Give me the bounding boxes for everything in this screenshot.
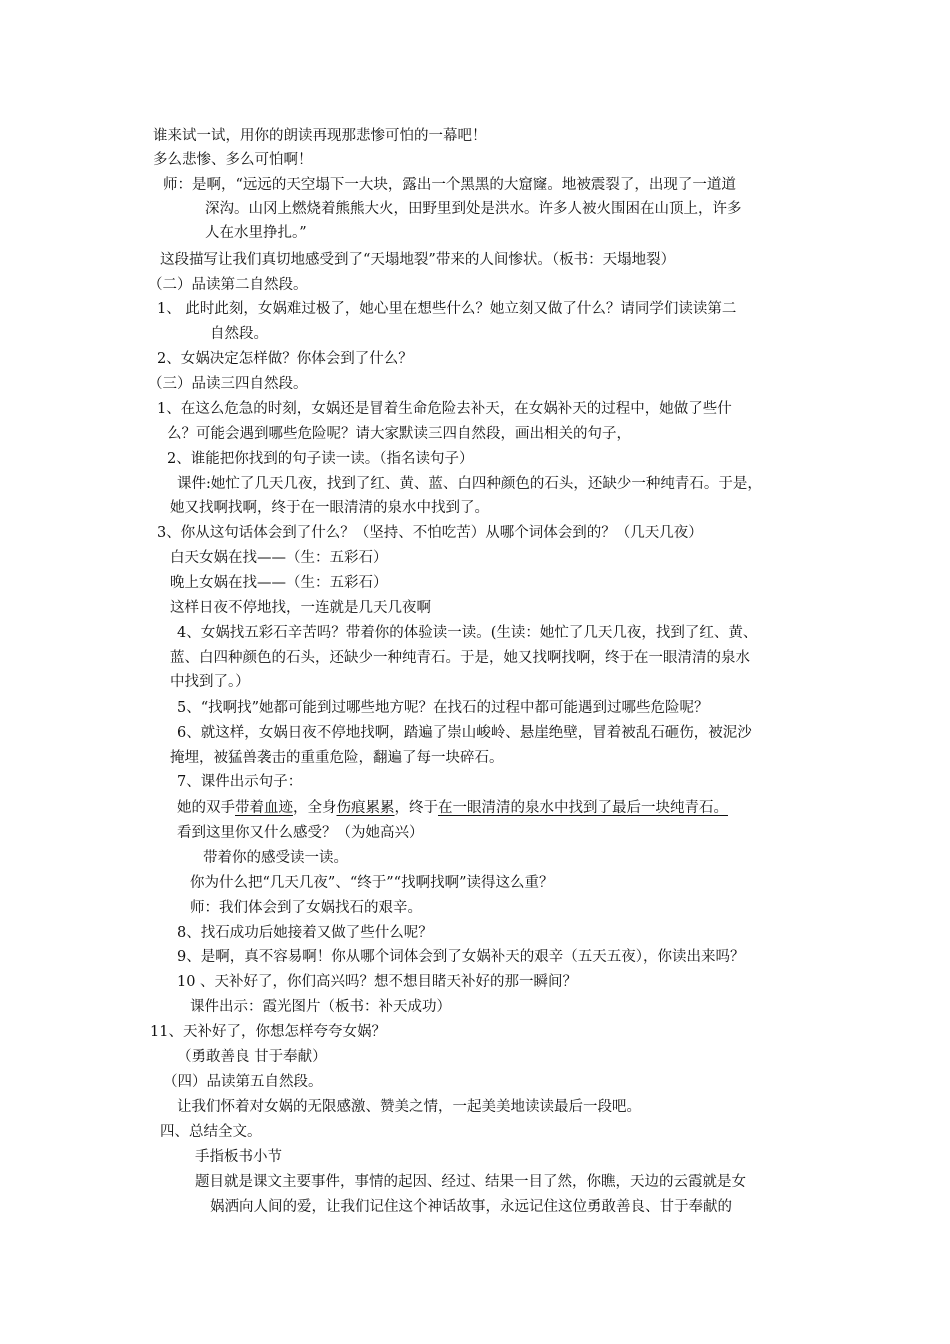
section-heading: （二）品读第二自然段。	[148, 277, 308, 293]
text-line: 让我们怀着对女娲的无限感激、赞美之情，一起美美地读读最后一段吧。	[177, 1099, 641, 1115]
text-line: 这段描写让我们真切地感受到了“天塌地裂”带来的人间惨状。（板书：天塌地裂）	[160, 252, 676, 268]
section-heading: （四）品读第五自然段。	[163, 1074, 323, 1090]
text-line: 娲洒向人间的爱，让我们记住这个神话故事，永远记住这位勇敢善良、甘于奉献的	[210, 1199, 732, 1215]
text-line: 么？可能会遇到哪些危险呢？请大家默读三四自然段，画出相关的句子，	[167, 426, 631, 442]
text-line: 课件出示：霞光图片（板书：补天成功）	[190, 999, 451, 1015]
underlined-phrase: 在一眼清清的泉水中找到了最后一块纯青石。	[438, 800, 728, 816]
text-line: 人在水里挣扎。”	[205, 225, 307, 241]
text-line: （勇敢善良 甘于奉献）	[177, 1049, 327, 1065]
text-line: 蓝、白四种颜色的石头，还缺少一种纯青石。于是，她又找啊找啊，终于在一眼清清的泉水	[170, 650, 750, 666]
text-line: 2、谁能把你找到的句子读一读。（指名读句子）	[167, 451, 474, 467]
text-line: 10 、天补好了，你们高兴吗？想不想目睹天补好的那一瞬间？	[177, 974, 578, 990]
text-line: 她又找啊找啊，终于在一眼清清的泉水中找到了。	[170, 500, 489, 516]
text-line: 谁来试一试，用你的朗读再现那悲惨可怕的一幕吧！	[153, 128, 487, 144]
text-line: 深沟。山冈上燃烧着熊熊大火，田野里到处是洪水。许多人被火围困在山顶上，许多	[205, 201, 742, 217]
text-line: 师：是啊，“远远的天空塌下一大块，露出一个黑黑的大窟窿。地被震裂了，出现了一道道	[163, 177, 736, 193]
underlined-phrase: 伤痕累累	[336, 800, 395, 816]
text-line: 晚上女娲在找——（生：五彩石）	[170, 575, 388, 591]
text-line: 多么悲惨、多么可怕啊！	[153, 152, 313, 168]
text-line: 1、 此时此刻，女娲难过极了，她心里在想些什么？她立刻又做了什么？请同学们读读第二	[157, 301, 737, 317]
text-line: 看到这里你又什么感受？（为她高兴）	[177, 825, 424, 841]
section-heading: 四、总结全文。	[160, 1124, 262, 1140]
section-heading: （三）品读三四自然段。	[148, 376, 308, 392]
text-line: 6、就这样，女娲日夜不停地找啊，踏遍了崇山峻岭、悬崖绝壁，冒着被乱石砸伤，被泥沙	[177, 725, 752, 741]
text-line: 掩埋，被猛兽袭击的重重危险，翻遍了每一块碎石。	[170, 750, 504, 766]
text-line: 1、在这么危急的时刻，女娲还是冒着生命危险去补天，在女娲补天的过程中，她做了些什	[157, 401, 732, 417]
highlighted-sentence	[177, 797, 728, 819]
text-line: 白天女娲在找——（生：五彩石）	[170, 550, 388, 566]
text-line: 这样日夜不停地找，一连就是几天几夜啊	[170, 600, 431, 616]
text-line: 手指板书小节	[195, 1149, 282, 1165]
text-line: 中找到了。）	[170, 674, 250, 690]
underlined-phrase: 带着血迹	[235, 800, 293, 816]
text-line: 11、天补好了，你想怎样夸夸女娲？	[150, 1024, 386, 1040]
text-line: 9、是啊，真不容易啊！你从哪个词体会到了女娲补天的艰辛（五天五夜），你读出来吗？	[177, 949, 745, 965]
text-line: 5、“找啊找”她都可能到过哪些地方呢？在找石的过程中都可能遇到过哪些危险呢？	[177, 700, 709, 716]
text-line: 2、女娲决定怎样做？你体会到了什么？	[157, 351, 413, 367]
text-line: 题目就是课文主要事件，事情的起因、经过、结果一目了然，你瞧，天边的云霞就是女	[195, 1174, 746, 1190]
text-line: 4、女娲找五彩石辛苦吗？带着你的体验读一读。(生读：她忙了几天几夜，找到了红、黄、	[177, 625, 758, 641]
text-line: 3、你从这句话体会到了什么？（坚持、不怕吃苦）从哪个词体会到的？（几天几夜）	[157, 525, 703, 541]
text-line: 课件:她忙了几天几夜，找到了红、黄、蓝、白四种颜色的石头，还缺少一种纯青石。于是，	[177, 476, 762, 492]
sentence-part: ，全身	[293, 800, 337, 816]
text-line: 7、课件出示句子：	[177, 774, 303, 790]
text-line: 你为什么把“几天几夜”、“终于”“找啊找啊”读得这么重？	[190, 875, 554, 891]
text-line: 自然段。	[210, 326, 268, 342]
sentence-part: 她的双手	[177, 800, 235, 816]
text-line: 带着你的感受读一读。	[203, 850, 348, 866]
sentence-part: ，终于	[394, 800, 438, 816]
text-line: 8、找石成功后她接着又做了些什么呢？	[177, 925, 433, 941]
text-line: 师：我们体会到了女娲找石的艰辛。	[190, 900, 422, 916]
